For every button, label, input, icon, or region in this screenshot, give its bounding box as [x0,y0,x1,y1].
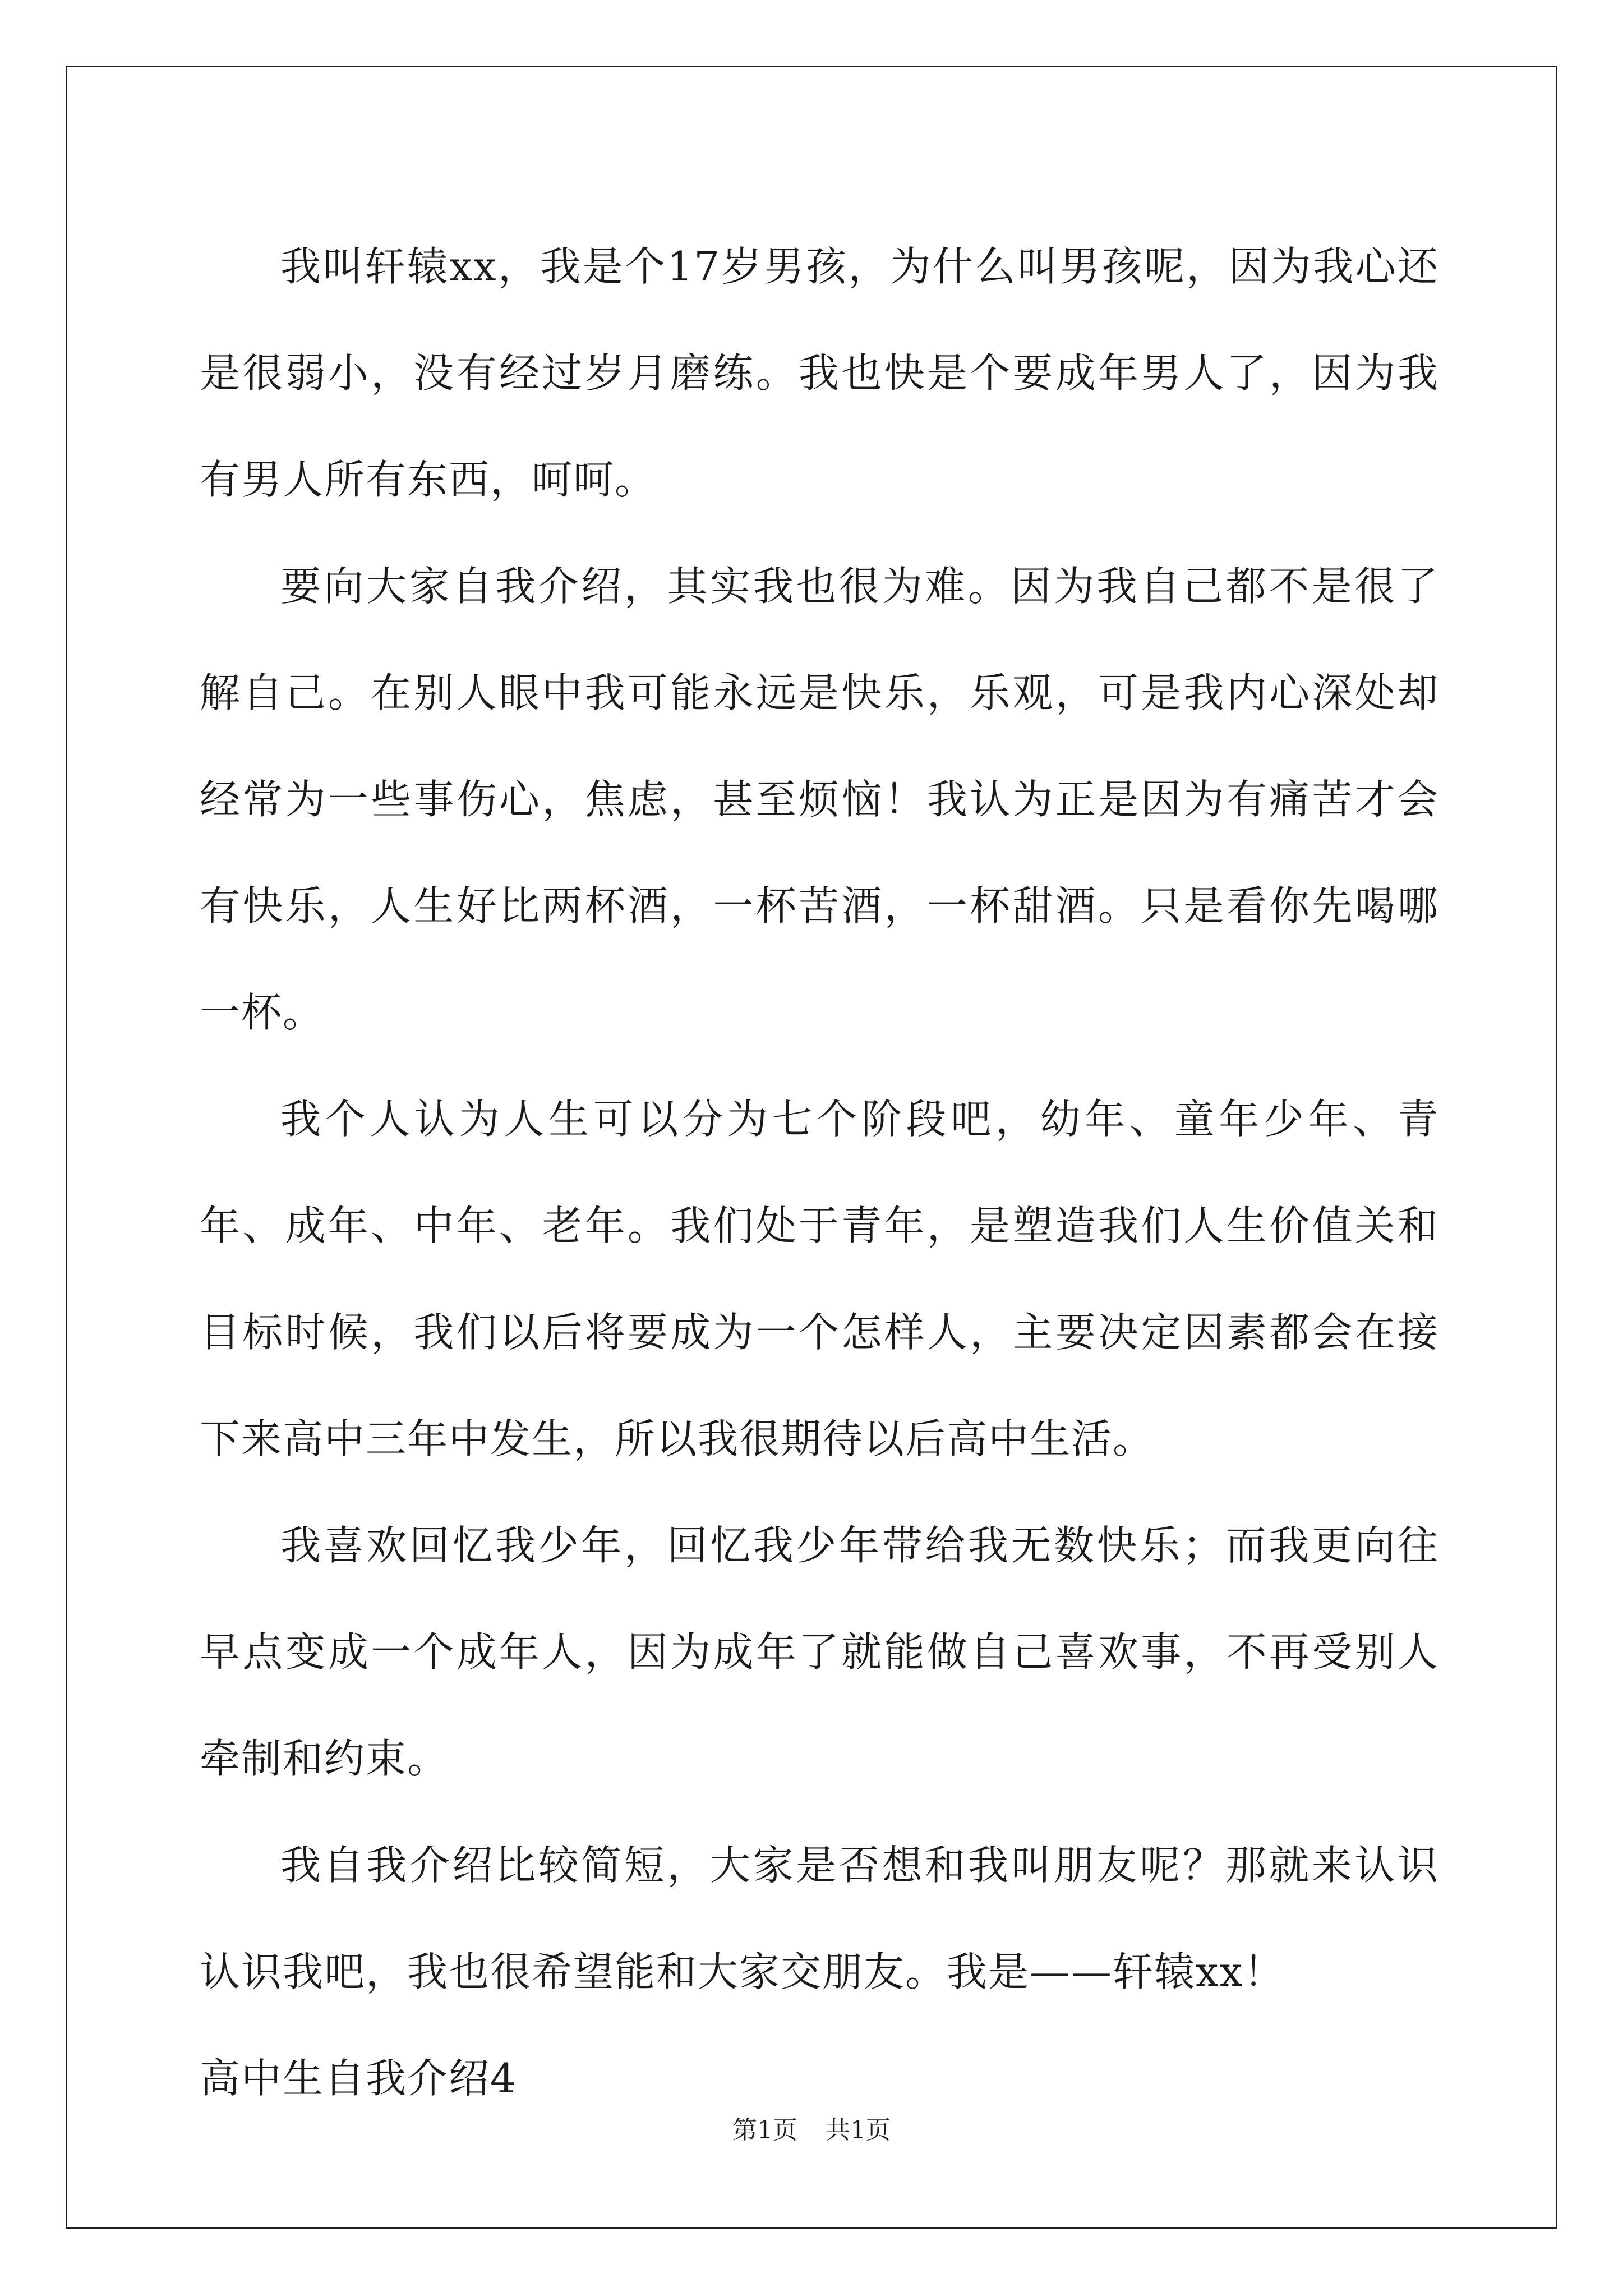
page-number-current: 第1页 [732,2116,797,2145]
paragraph-5: 我自我介绍比较简短，大家是否想和我叫朋友呢？那就来认识认识我吧，我也很希望能和大家交朋友。我是——轩辕xx！ [200,1842,1439,1995]
paragraph-4: 我喜欢回忆我少年，回忆我少年带给我无数快乐；而我更向往早点变成一个成年人，因为成年了就能做自己喜欢事，不再受别人牵制和约束。 [200,1522,1439,1782]
page-footer [0,2114,1623,2147]
paragraph-1: 我叫轩辕xx，我是个17岁男孩，为什么叫男孩呢，因为我心还是很弱小，没有经过岁月磨练。我也快是个要成年男人了，因为我有男人所有东西，呵呵。 [200,243,1439,503]
section-heading: 高中生自我介绍4 [200,2055,517,2102]
paragraph-3: 我个人认为人生可以分为七个阶段吧，幼年、童年少年、青年、成年、中年、老年。我们处于青年，是塑造我们人生价值关和目标时候，我们以后将要成为一个怎样人，主要决定因素都会在接下来高中三年中发生，所以我很期待以后高中生活。 [200,1096,1439,1462]
paragraph-2: 要向大家自我介绍，其实我也很为难。因为我自己都不是很了解自己。在别人眼中我可能永远是快乐，乐观，可是我内心深处却经常为一些事伤心，焦虑，甚至烦恼！我认为正是因为有痛苦才会有快乐，人生好比两杯酒，一杯苦酒，一杯甜酒。只是看你先喝哪一杯。 [200,563,1439,1036]
document-body [200,213,1439,2132]
page-number-total: 共1页 [826,2116,891,2145]
